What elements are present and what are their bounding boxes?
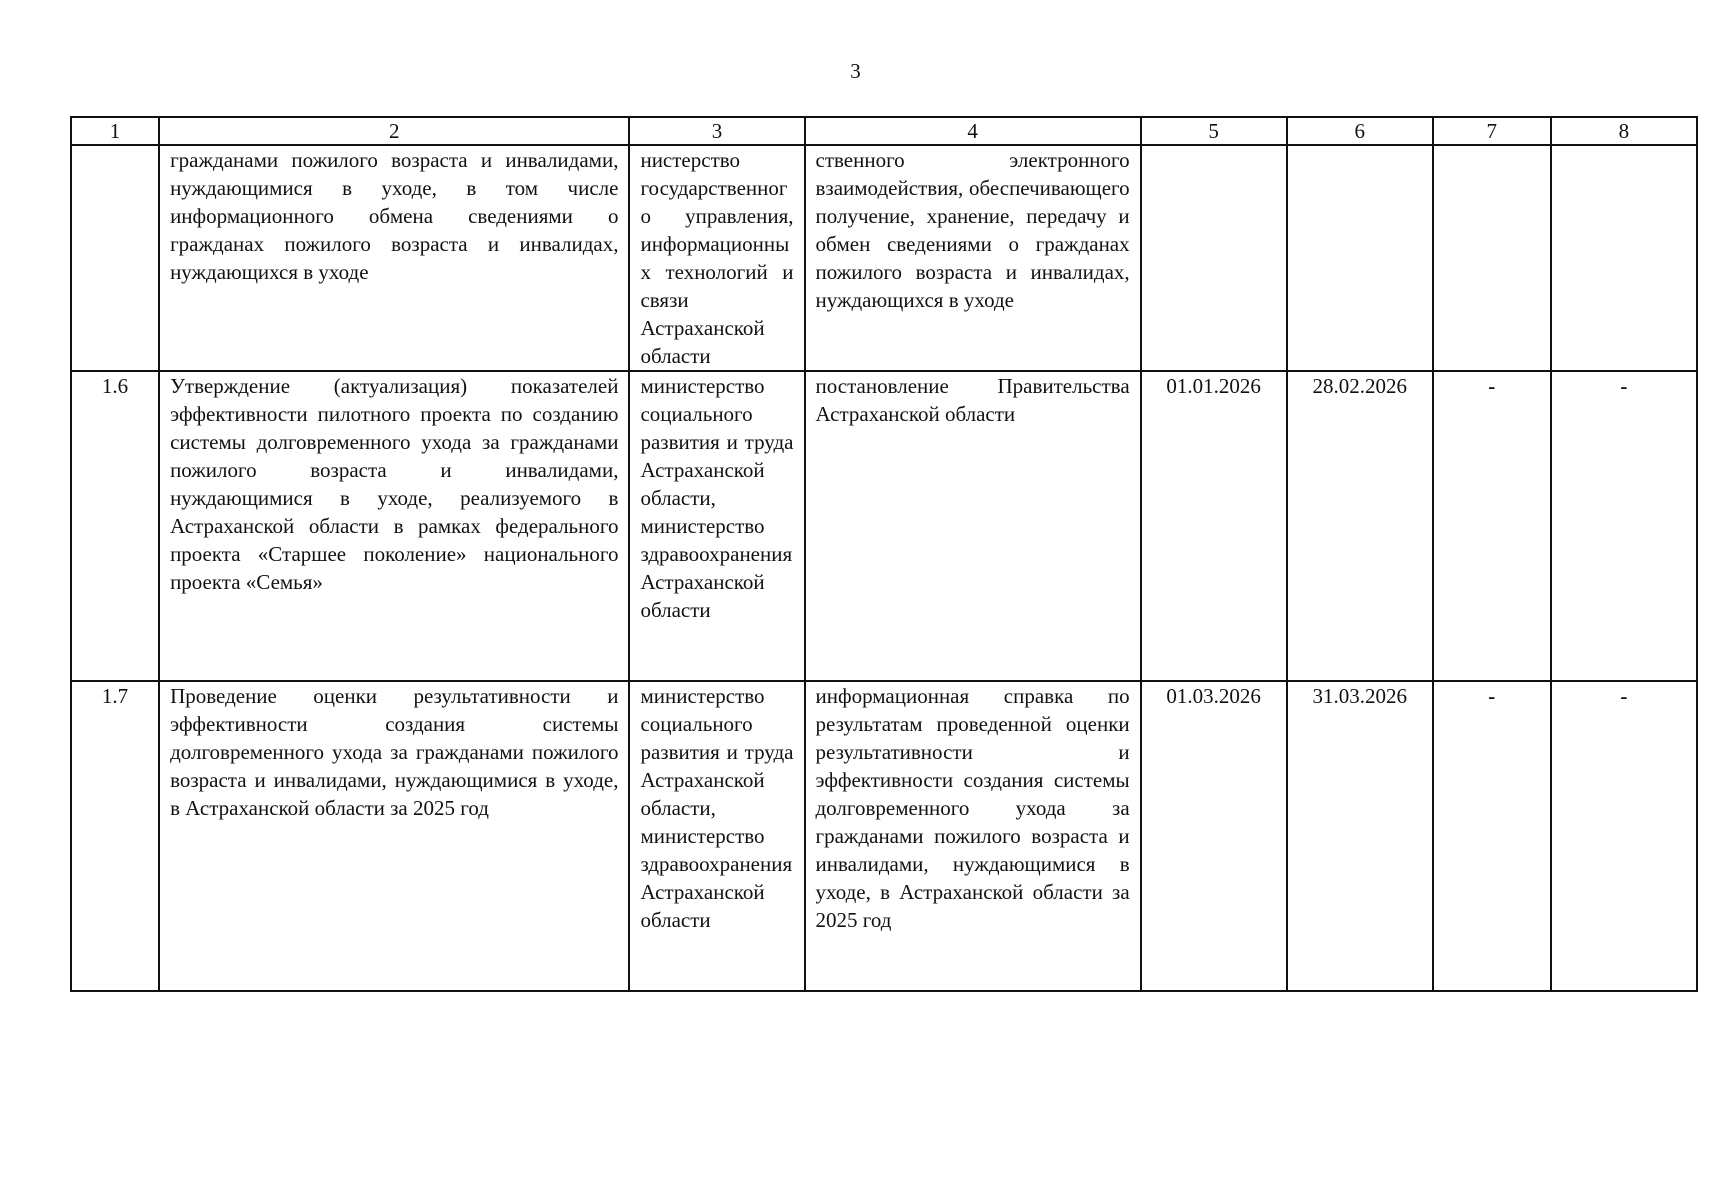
column-header-8: 8 [1551,117,1697,145]
column-header-6: 6 [1287,117,1433,145]
expected-result: постановление Правительства Астраханской области [805,371,1141,681]
column-7-value [1433,145,1551,371]
column-number-header-row [71,117,1697,145]
table-row [71,371,1697,681]
column-header-4: 4 [805,117,1141,145]
column-8-value [1551,145,1697,371]
event-description: Проведение оценки результативности и эффективности создания системы долговременного ухода за гражданами пожилого возраста и инвалидами, нуждающимися в уходе, в Астраханской области за 2025 год [159,681,629,991]
column-8-value: - [1551,371,1697,681]
column-header-5: 5 [1141,117,1287,145]
event-description: Утверждение (актуализация) показателей эффективности пилотного проекта по созданию системы долговременного ухода за гражданами пожилого возраста и инвалидами, нуждающимися в уходе, реализуемого в Астраханской области в рамках федерального проекта «Старшее поколение» национального проекта «Семья» [159,371,629,681]
column-header-1: 1 [71,117,159,145]
responsible-executor: нистерство государственного управления, информационных технологий и связи Астраханской области [629,145,804,371]
row-number: 1.7 [71,681,159,991]
start-date: 01.03.2026 [1141,681,1287,991]
responsible-executor: министерство социального развития и труда Астраханской области, министерство здравоохранения Астраханской области [629,681,804,991]
column-header-3: 3 [629,117,804,145]
column-8-value: - [1551,681,1697,991]
responsible-executor: министерство социального развития и труда Астраханской области, министерство здравоохранения Астраханской области [629,371,804,681]
event-description: гражданами пожилого возраста и инвалидами, нуждающимися в уходе, в том числе информационного обмена сведениями о гражданах пожилого возраста и инвалидах, нуждающихся в уходе [159,145,629,371]
start-date: 01.01.2026 [1141,371,1287,681]
column-7-value: - [1433,371,1551,681]
expected-result: информационная справка по результатам проведенной оценки результативности и эффективности создания системы долговременного ухода за гражданами пожилого возраста и инвалидами, нуждающимися в уходе, в Астраханской области за 2025 год [805,681,1141,991]
end-date [1287,145,1433,371]
column-header-2: 2 [159,117,629,145]
column-header-7: 7 [1433,117,1551,145]
table-row [71,681,1697,991]
end-date: 28.02.2026 [1287,371,1433,681]
start-date [1141,145,1287,371]
end-date: 31.03.2026 [1287,681,1433,991]
page-number: 3 [850,59,861,83]
expected-result: ственного электронного взаимодействия, обеспечивающего получение, хранение, передачу и обмен сведениями о гражданах пожилого возраста и инвалидах, нуждающихся в уходе [805,145,1141,371]
table-row [71,145,1697,371]
plan-table [70,116,1698,992]
column-7-value: - [1433,681,1551,991]
row-number [71,145,159,371]
row-number: 1.6 [71,371,159,681]
